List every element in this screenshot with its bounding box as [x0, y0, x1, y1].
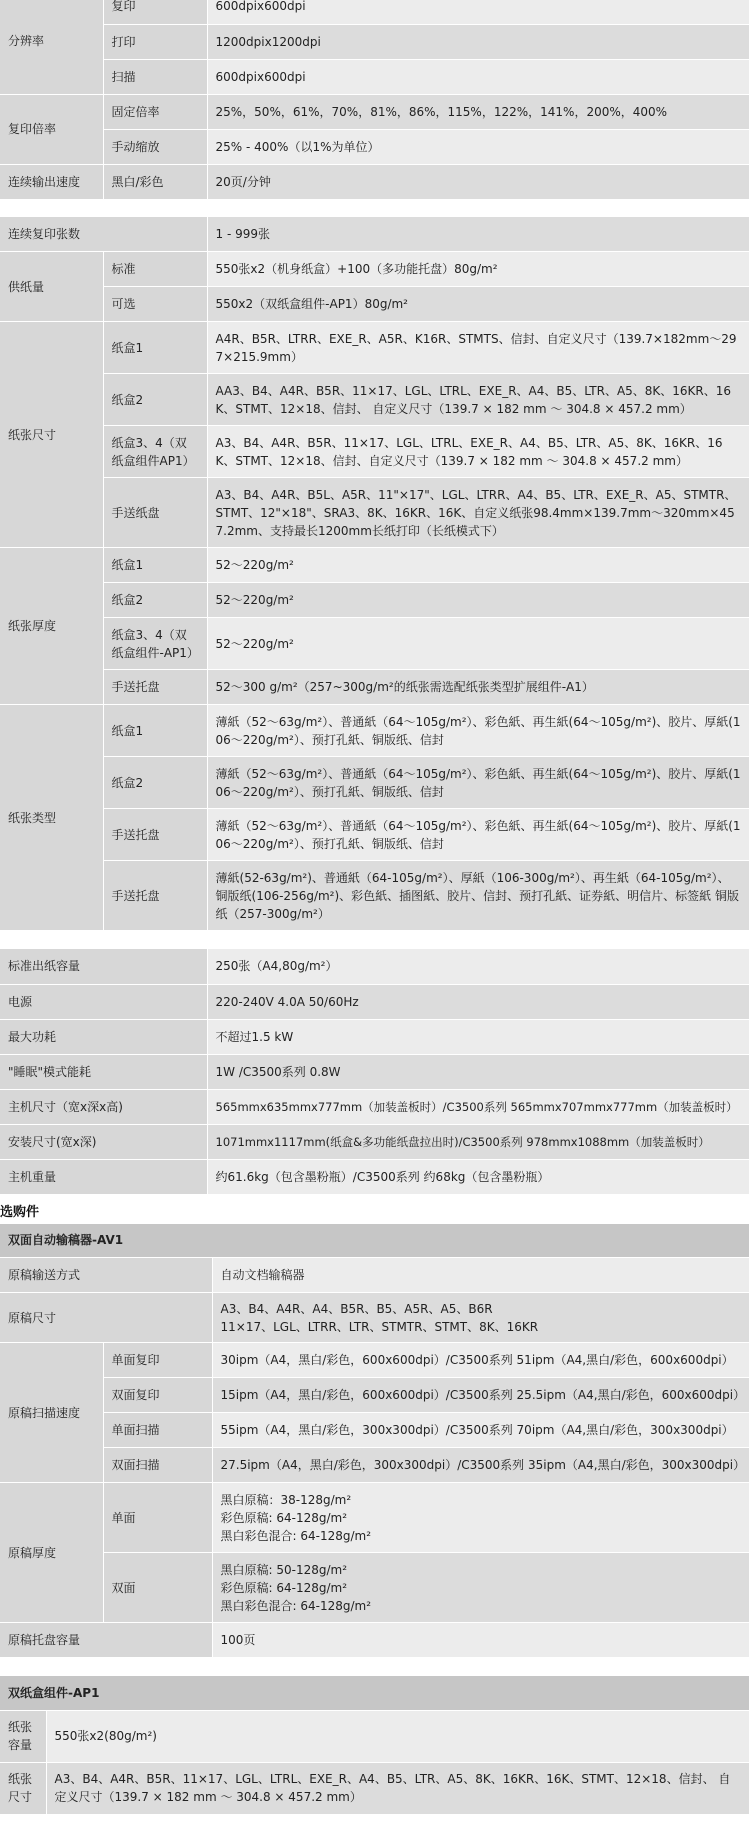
- table-row: [0, 0, 750, 24]
- sub-label: 单面复印: [103, 1343, 212, 1378]
- table-row: [0, 287, 750, 322]
- sub-label: 标准: [103, 252, 207, 287]
- table-row: [0, 1483, 750, 1553]
- value: 600dpix600dpi: [207, 59, 750, 94]
- sub-label: 纸盒1: [103, 548, 207, 583]
- section-title: 双面自动输稿器-AV1: [0, 1224, 750, 1258]
- table-row: [0, 374, 750, 426]
- row-label: 纸张尺寸: [0, 322, 103, 548]
- sub-label: 手送纸盘: [103, 478, 207, 548]
- row-label: 连续输出速度: [0, 164, 103, 199]
- sub-label: 纸盒3、4（双纸盒组件-AP1）: [103, 618, 207, 670]
- sub-label: 双面复印: [103, 1378, 212, 1413]
- sub-label: 复印: [103, 0, 207, 24]
- value: 约61.6kg（包含墨粉瓶）/C3500系列 约68kg（包含墨粉瓶）: [207, 1159, 750, 1194]
- value: 30ipm（A4，黑白/彩色，600x600dpi）/C3500系列 51ipm（A4,黑白/彩色，600x600dpi）: [212, 1343, 750, 1378]
- table-row: [0, 1413, 750, 1448]
- row-label: 安装尺寸(宽x深): [0, 1124, 207, 1159]
- table-row: [0, 1124, 750, 1159]
- value: 52～220g/m²: [207, 618, 749, 670]
- value-line: 黑白原稿：38-128g/m²: [220, 1492, 352, 1507]
- spec-table-av1: [0, 1224, 750, 1659]
- sub-label: 纸盒1: [103, 322, 207, 374]
- row-label: 原稿输送方式: [0, 1258, 212, 1293]
- row-label: 主机重量: [0, 1159, 207, 1194]
- value: [212, 1293, 750, 1343]
- table-row: [0, 1019, 750, 1054]
- row-label: 原稿托盘容量: [0, 1623, 212, 1658]
- table-row: [0, 129, 750, 164]
- table-row: [0, 1378, 750, 1413]
- row-label: 纸张尺寸: [0, 1762, 46, 1814]
- table-row: [0, 757, 750, 809]
- row-label: 纸张类型: [0, 705, 103, 931]
- table-row: [0, 984, 750, 1019]
- row-label: 标准出纸容量: [0, 949, 207, 984]
- table-row: [0, 478, 750, 548]
- table-row: [0, 949, 750, 984]
- spec-table-paper: [0, 217, 750, 932]
- table-row: [0, 809, 750, 861]
- value-line: 彩色原稿: 64-128g/m²: [220, 1580, 348, 1595]
- value: 15ipm（A4，黑白/彩色，600x600dpi）/C3500系列 25.5ipm（A4,黑白/彩色，600x600dpi）: [212, 1378, 750, 1413]
- options-heading: 选购件: [0, 1204, 40, 1220]
- row-label: 原稿厚度: [0, 1483, 103, 1623]
- value: 1071mmx1117mm(纸盒&多功能纸盘拉出时)/C3500系列 978mmx1088mm（加装盖板时）: [207, 1124, 750, 1159]
- row-label: 原稿尺寸: [0, 1293, 212, 1343]
- value: 自动文档输稿器: [212, 1258, 750, 1293]
- table-row: [0, 426, 750, 478]
- table-row: [0, 24, 750, 59]
- section-header: [0, 1224, 750, 1258]
- row-label: 连续复印张数: [0, 217, 207, 252]
- value: 52～300 g/m²（257~300g/m²的纸张需选配纸张类型扩展组件-A1）: [207, 670, 749, 705]
- table-row: [0, 1054, 750, 1089]
- table-row: [0, 252, 750, 287]
- table-row: [0, 164, 750, 199]
- row-label: 供纸量: [0, 252, 103, 322]
- value: 薄紙（52～63g/m²）、普通紙（64～105g/m²）、彩色紙、再生紙(64～105g/m²)、胶片、厚紙(106～220g/m²）、预打孔紙、铜版纸、信封: [207, 757, 749, 809]
- spec-table-resolution: [0, 0, 750, 200]
- row-label: 纸张容量: [0, 1710, 46, 1762]
- table-row: [0, 94, 750, 129]
- sub-label: 黑白/彩色: [103, 164, 207, 199]
- value: 薄紙(52-63g/m²)、普通紙（64-105g/m²）、厚紙（106-300g/m²）、再生紙（64-105g/m²）、铜版纸(106-256g/m²)、彩色紙、插图紙、胶片、信封、预打孔紙、证券紙、明信片、标签紙 铜版纸（257-300g/m²）: [207, 861, 749, 931]
- value: 550张x2（机身纸盒）+100（多功能托盘）80g/m²: [207, 252, 749, 287]
- sub-label: 纸盒2: [103, 757, 207, 809]
- value-line: 彩色原稿: 64-128g/m²: [220, 1510, 348, 1525]
- value: A3、B4、A4R、B5R、11×17、LGL、LTRL、EXE_R、A4、B5、LTR、A5、8K、16KR、16K、STMT、12×18、信封、自定义尺寸（139.7 × 182 mm ～ 304.8 × 457.2 mm）: [207, 426, 749, 478]
- section-header: [0, 1676, 750, 1710]
- value-line: 11×17、LGL、LTRR、LTR、STMTR、STMT、8K、16KR: [220, 1319, 539, 1334]
- sub-label: 双面: [103, 1553, 212, 1623]
- value: 220-240V 4.0A 50/60Hz: [207, 984, 750, 1019]
- table-row: [0, 1089, 750, 1124]
- sub-label: 手送托盘: [103, 809, 207, 861]
- row-label: 分辨率: [0, 0, 103, 94]
- value: 55ipm（A4，黑白/彩色，300x300dpi）/C3500系列 70ipm（A4,黑白/彩色，300x300dpi）: [212, 1413, 750, 1448]
- value: 550张x2(80g/m²): [46, 1710, 750, 1762]
- value: 1200dpix1200dpi: [207, 24, 750, 59]
- value: 600dpix600dpi: [207, 0, 750, 24]
- value: 250张（A4,80g/m²）: [207, 949, 750, 984]
- value-line: A3、B4、A4R、A4、B5R、B5、A5R、A5、B6R: [220, 1301, 493, 1316]
- sub-label: 单面: [103, 1483, 212, 1553]
- value: A3、B4、A4R、B5R、11×17、LGL、LTRL、EXE_R、A4、B5、LTR、A5、8K、16KR、16K、STMT、12×18、信封、 自定义尺寸（139.7 × 182 mm ～ 304.8 × 457.2 mm）: [46, 1762, 750, 1814]
- sub-label: 打印: [103, 24, 207, 59]
- sub-label: 纸盒2: [103, 583, 207, 618]
- sub-label: 手送托盘: [103, 861, 207, 931]
- spec-table-ap1: [0, 1676, 750, 1815]
- table-row: [0, 618, 750, 670]
- value: [212, 1553, 750, 1623]
- table-row: [0, 1159, 750, 1194]
- value: 薄紙（52～63g/m²）、普通紙（64～105g/m²）、彩色紙、再生紙(64～105g/m²)、胶片、厚紙(106～220g/m²）、预打孔紙、铜版纸、信封: [207, 809, 749, 861]
- value: 不超过1.5 kW: [207, 1019, 750, 1054]
- value: 52～220g/m²: [207, 583, 749, 618]
- value-line: 黑白彩色混合: 64-128g/m²: [220, 1528, 372, 1543]
- sub-label: 单面扫描: [103, 1413, 212, 1448]
- sub-label: 扫描: [103, 59, 207, 94]
- table-row: [0, 1553, 750, 1623]
- table-row: [0, 1710, 750, 1762]
- row-label: 电源: [0, 984, 207, 1019]
- section-title: 双纸盒组件-AP1: [0, 1676, 750, 1710]
- sub-label: 手动缩放: [103, 129, 207, 164]
- row-label: 纸张厚度: [0, 548, 103, 705]
- value: A4R、B5R、LTRR、EXE_R、A5R、K16R、STMTS、信封、自定义尺寸（139.7×182mm～297×215.9mm）: [207, 322, 749, 374]
- row-label: 主机尺寸（宽x深x高): [0, 1089, 207, 1124]
- table-row: [0, 217, 750, 252]
- row-label: 最大功耗: [0, 1019, 207, 1054]
- table-row: [0, 670, 750, 705]
- table-row: [0, 861, 750, 931]
- table-row: [0, 1448, 750, 1483]
- value: 25%，50%，61%，70%，81%，86%，115%，122%，141%，200%，400%: [207, 94, 750, 129]
- sub-label: 手送托盘: [103, 670, 207, 705]
- table-row: [0, 1293, 750, 1343]
- sub-label: 双面扫描: [103, 1448, 212, 1483]
- table-row: [0, 1343, 750, 1378]
- table-row: [0, 59, 750, 94]
- row-label: "睡眠"模式能耗: [0, 1054, 207, 1089]
- row-label: 复印倍率: [0, 94, 103, 164]
- value: AA3、B4、A4R、B5R、11×17、LGL、LTRL、EXE_R、A4、B5、LTR、A5、8K、16KR、16K、STMT、12×18、信封、 自定义尺寸（139.7 × 182 mm ～ 304.8 × 457.2 mm）: [207, 374, 749, 426]
- value: 1 - 999张: [207, 217, 749, 252]
- table-row: [0, 1258, 750, 1293]
- value-line: 黑白彩色混合: 64-128g/m²: [220, 1598, 372, 1613]
- value: [212, 1483, 750, 1553]
- table-row: [0, 705, 750, 757]
- value: 25% - 400%（以1%为单位）: [207, 129, 750, 164]
- value: 550x2（双纸盒组件-AP1）80g/m²: [207, 287, 749, 322]
- table-row: [0, 1623, 750, 1658]
- spec-table-general: [0, 949, 750, 1195]
- table-row: [0, 583, 750, 618]
- value: A3、B4、A4R、B5L、A5R、11"×17"、LGL、LTRR、A4、B5、LTR、EXE_R、A5、STMTR、STMT、12"×18"、SRA3、8K、16KR、16K、自定义纸张98.4mm×139.7mm～320mm×457.2mm、支持最长1200mm长纸打印（长纸模式下）: [207, 478, 749, 548]
- value-line: 黑白原稿: 50-128g/m²: [220, 1562, 348, 1577]
- table-row: [0, 322, 750, 374]
- value: 565mmx635mmx777mm（加装盖板时）/C3500系列 565mmx707mmx777mm（加装盖板时）: [207, 1089, 750, 1124]
- sub-label: 纸盒3、4（双纸盒组件AP1）: [103, 426, 207, 478]
- row-label: 原稿扫描速度: [0, 1343, 103, 1483]
- value: 52～220g/m²: [207, 548, 749, 583]
- value: 20页/分钟: [207, 164, 750, 199]
- value: 100页: [212, 1623, 750, 1658]
- value: 27.5ipm（A4，黑白/彩色，300x300dpi）/C3500系列 35ipm（A4,黑白/彩色，300x300dpi）: [212, 1448, 750, 1483]
- sub-label: 纸盒2: [103, 374, 207, 426]
- sub-label: 固定倍率: [103, 94, 207, 129]
- sub-label: 纸盒1: [103, 705, 207, 757]
- value: 1W /C3500系列 0.8W: [207, 1054, 750, 1089]
- value: 薄紙（52～63g/m²）、普通紙（64～105g/m²）、彩色紙、再生紙(64～105g/m²)、胶片、厚紙(106～220g/m²）、预打孔紙、铜版纸、信封: [207, 705, 749, 757]
- table-row: [0, 548, 750, 583]
- table-row: [0, 1762, 750, 1814]
- sub-label: 可选: [103, 287, 207, 322]
